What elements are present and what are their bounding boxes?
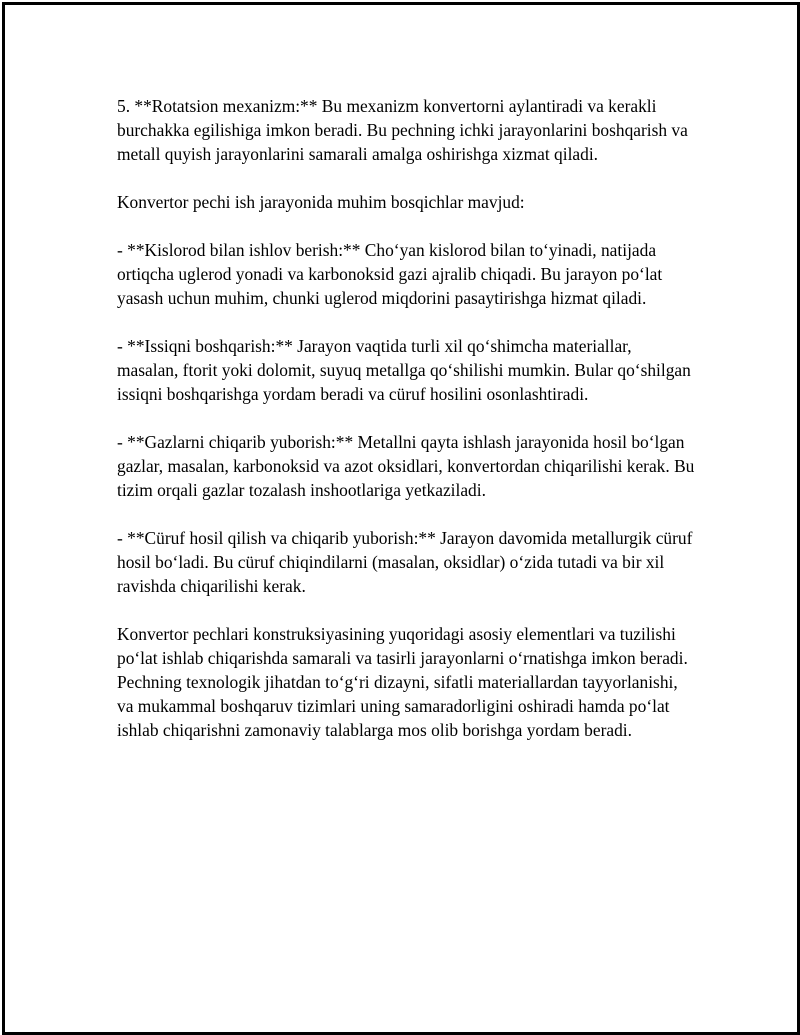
list-item-issiqni-boshqarish: - **Issiqni boshqarish:** Jarayon vaqtida turli xil qo‘shimcha materiallar, masalan, ftorit yoki dolomit, suyuq metallga qo‘shilishi mumkin. Bular qo‘shilgan issiqni boshqarishga yordam beradi va cüruf hosilini osonlashtiradi. (117, 336, 691, 404)
list-item-curuf-hosil-qilish: - **Cüruf hosil qilish va chiqarib yuborish:** Jarayon davomida metallurgik cüruf hosil bo‘ladi. Bu cüruf chiqindilarni (masalan, oksidlar) o‘zida tutadi va bir xil ravishda chiqarilishi kerak. (117, 528, 693, 596)
document-body (117, 94, 697, 742)
paragraph-rotatsion-mexanizm: 5. **Rotatsion mexanizm:** Bu mexanizm konvertorni aylantiradi va kerakli burchakka egilishiga imkon beradi. Bu pechning ichki jarayonlarini boshqarish va metall quyish jarayonlarini samarali amalga oshirishga xizmat qiladi. (117, 96, 688, 164)
list-item-kislorod: - **Kislorod bilan ishlov berish:** Cho‘yan kislorod bilan to‘yinadi, natijada ortiqcha uglerod yonadi va karbonoksid gazi ajralib chiqadi. Bu jarayon po‘lat yasash uchun muhim, chunki uglerod miqdorini pasaytirishga hizmat qiladi. (117, 240, 663, 308)
list-item-gazlarni-chiqarish: - **Gazlarni chiqarib yuborish:** Metallni qayta ishlash jarayonida hosil bo‘lgan gazlar, masalan, karbonoksid va azot oksidlari, konvertordan chiqarilishi kerak. Bu tizim orqali gazlar tozalash inshootlariga yetkaziladi. (117, 432, 695, 500)
paragraph-bosqichlar-intro: Konvertor pechi ish jarayonida muhim bosqichlar mavjud: (117, 192, 525, 212)
paragraph-conclusion: Konvertor pechlari konstruksiyasining yuqoridagi asosiy elementlari va tuzilishi po‘lat ishlab chiqarishda samarali va tasirli jarayonlarni o‘rnatishga imkon beradi. Pechning texnologik jihatdan to‘g‘ri dizayni, sifatli materiallardan tayyorlanishi, va mukammal boshqaruv tizimlari uning samaradorligini oshiradi hamda po‘lat ishlab chiqarishni zamonaviy talablarga mos olib borishga yordam beradi. (117, 624, 688, 740)
